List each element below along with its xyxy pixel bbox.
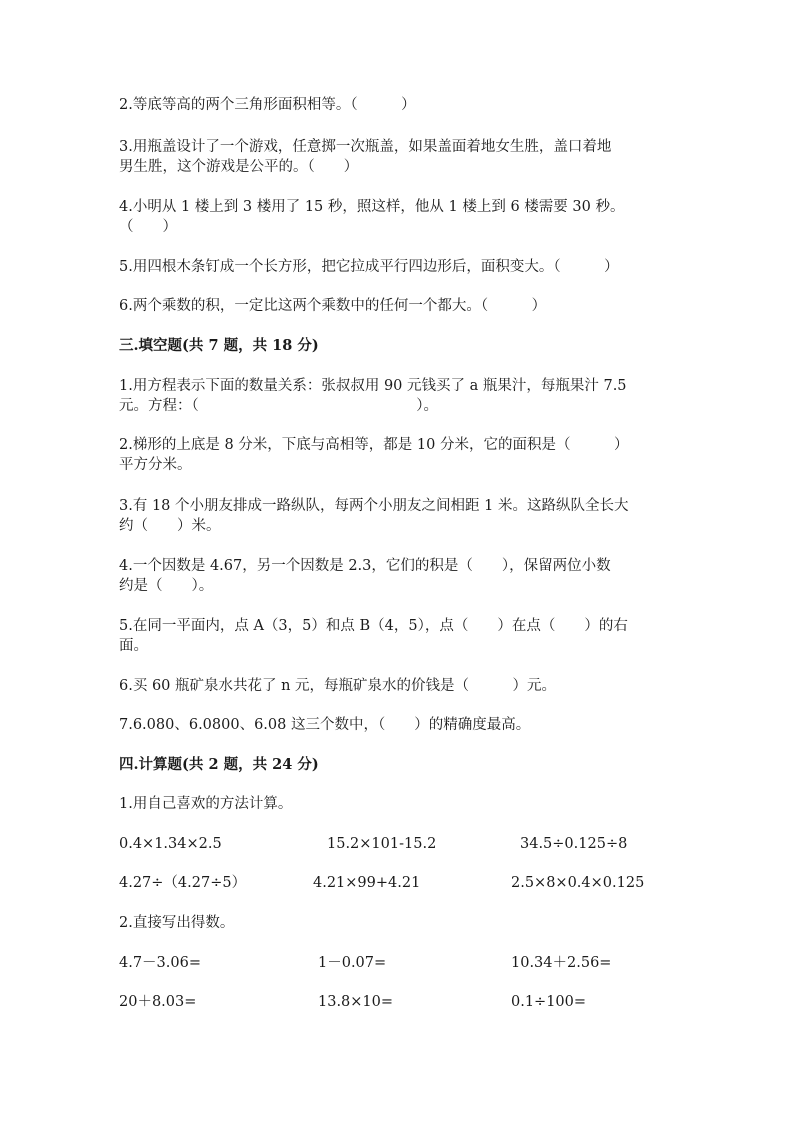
judge-q5: 5.用四根木条钉成一个长方形，把它拉成平行四边形后，面积变大。（ ）: [119, 259, 619, 275]
fill-q5-line1: 5.在同一平面内，点 A（3，5）和点 B（4，5），点（ ）在点（ ）的右: [119, 618, 628, 634]
fill-q5-line2: 面。: [119, 638, 148, 654]
calc-q1-item: 4.21×99+4.21: [313, 875, 421, 891]
calc-q1-item: 34.5÷0.125÷8: [520, 836, 628, 852]
calc-q2-item: 20＋8.03=: [119, 994, 197, 1010]
calc-q1-item: 4.27÷（4.27÷5）: [119, 875, 247, 891]
fill-q4-line1: 4.一个因数是 4.67，另一个因数是 2.3，它们的积是（ ），保留两位小数: [119, 558, 611, 574]
calc-heading: 四.计算题(共 2 题，共 24 分): [119, 756, 319, 773]
calc-q2-item: 0.1÷100=: [511, 994, 587, 1010]
fill-q1-line2: 元。方程：（ ）。: [119, 398, 438, 414]
calc-q1-item: 0.4×1.34×2.5: [119, 836, 222, 852]
fill-q3-line2: 约（ ）米。: [119, 518, 221, 534]
fill-q2-line2: 平方分米。: [119, 457, 192, 473]
fill-q6: 6.买 60 瓶矿泉水共花了 n 元，每瓶矿泉水的价钱是（ ）元。: [119, 678, 557, 694]
fill-q1-line1: 1.用方程表示下面的数量关系：张叔叔用 90 元钱买了 a 瓶果汁，每瓶果汁 7.5: [119, 378, 627, 394]
judge-q6: 6.两个乘数的积，一定比这两个乘数中的任何一个都大。（ ）: [119, 298, 547, 314]
judge-q4-line2: （ ）: [119, 219, 177, 235]
judge-q2: 2.等底等高的两个三角形面积相等。（ ）: [119, 97, 416, 113]
calc-q1: 1.用自己喜欢的方法计算。: [119, 796, 293, 812]
judge-q3-line1: 3.用瓶盖设计了一个游戏，任意掷一次瓶盖，如果盖面着地女生胜，盖口着地: [119, 139, 612, 155]
fill-heading: 三.填空题(共 7 题，共 18 分): [119, 337, 319, 354]
calc-q1-item: 15.2×101-15.2: [327, 836, 437, 852]
fill-q3-line1: 3.有 18 个小朋友排成一路纵队，每两个小朋友之间相距 1 米。这路纵队全长大: [119, 498, 629, 514]
fill-q4-line2: 约是（ ）。: [119, 578, 214, 594]
calc-q2-item: 1－0.07=: [318, 955, 387, 971]
fill-q7: 7.6.080、6.0800、6.08 这三个数中，（ ）的精确度最高。: [119, 717, 531, 733]
fill-q2-line1: 2.梯形的上底是 8 分米，下底与高相等，都是 10 分米，它的面积是（ ）: [119, 437, 629, 453]
calc-q2-item: 10.34＋2.56=: [511, 955, 612, 971]
calc-q1-item: 2.5×8×0.4×0.125: [511, 875, 645, 891]
calc-q2: 2.直接写出得数。: [119, 915, 235, 931]
calc-q2-item: 4.7－3.06=: [119, 955, 201, 971]
judge-q3-line2: 男生胜，这个游戏是公平的。（ ）: [119, 159, 359, 175]
calc-q2-item: 13.8×10=: [318, 994, 394, 1010]
judge-q4-line1: 4.小明从 1 楼上到 3 楼用了 15 秒，照这样，他从 1 楼上到 6 楼需要 30 秒。: [119, 199, 625, 215]
